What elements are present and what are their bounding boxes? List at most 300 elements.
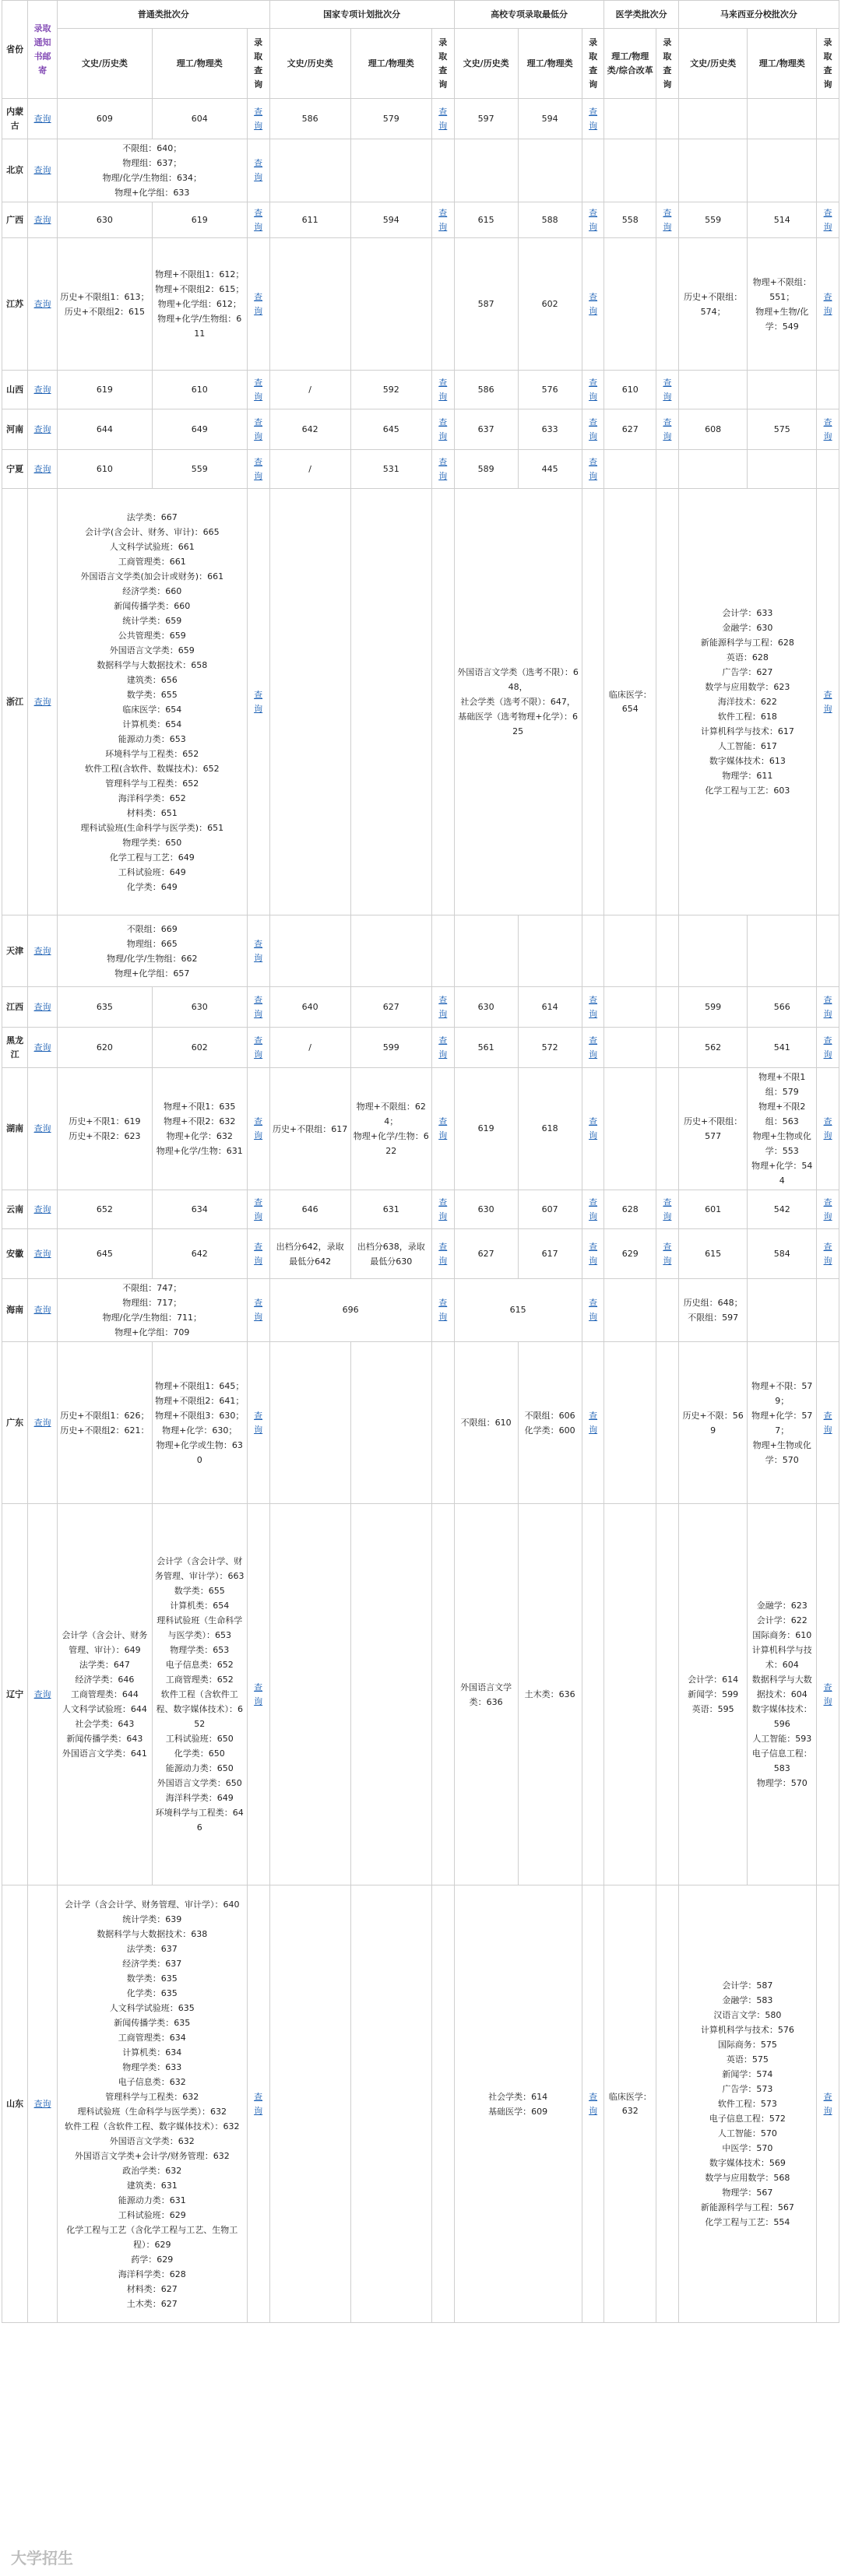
medical-cell — [604, 1028, 656, 1068]
query-link[interactable]: 查询 — [254, 377, 263, 402]
cell-line: 物理+化学组：633 — [114, 188, 190, 198]
header-notice: 录取通知书邮寄 — [28, 1, 58, 99]
cell-line: 会计学（含会计、财务管理、审计）：649 — [62, 1630, 148, 1655]
cell-line: 能源动力类：631 — [118, 2195, 186, 2205]
special-check-cell — [582, 915, 604, 987]
cell-line: 数学与应用数学：568 — [705, 2173, 790, 2183]
cell-line: 外国语言文学类（选考不限）：648， — [457, 667, 579, 692]
table-row — [2, 99, 839, 139]
notice-cell — [28, 450, 58, 489]
malaysia-sci-cell: 542 — [748, 1190, 817, 1229]
cell-line: 人工智能：593 — [752, 1734, 812, 1744]
special-check-cell — [582, 99, 604, 139]
cell-line: 化学类：635 — [126, 1987, 178, 1998]
header-sci: 理工/物理类 — [748, 29, 817, 99]
normal-sci-cell: 619 — [152, 202, 247, 238]
table-row — [2, 1229, 839, 1279]
cell-line: 基础医学：609 — [488, 2106, 548, 2117]
cell-line: 物理+不限1：635 — [164, 1102, 236, 1112]
province-cell: 海南 — [2, 1279, 28, 1342]
medical-cell: 629 — [604, 1229, 656, 1279]
province-cell: 安徽 — [2, 1229, 28, 1279]
query-link[interactable]: 查询 — [254, 1298, 263, 1322]
cell-line: 数字媒体技术：613 — [709, 756, 786, 766]
cell-line: 不限组：606 — [524, 1410, 575, 1421]
query-link[interactable]: 查询 — [254, 158, 263, 182]
medical-check-cell — [656, 409, 678, 450]
query-link[interactable]: 查询 — [589, 291, 598, 316]
malaysia-check-cell — [817, 1885, 839, 2323]
normal-sci-cell: 610 — [152, 371, 247, 409]
query-link[interactable]: 查询 — [663, 416, 672, 441]
query-link[interactable]: 查询 — [589, 2091, 598, 2116]
cell-line: 新闻传播学类：660 — [114, 600, 191, 611]
query-link[interactable]: 查询 — [589, 106, 598, 131]
cell-line: 工科试验班：650 — [165, 1734, 234, 1744]
notice-cell — [28, 1504, 58, 1885]
cell-line: 软件工程：573 — [717, 2099, 777, 2109]
province-cell: 黑龙江 — [2, 1028, 28, 1068]
malaysia-merged-cell — [678, 1885, 816, 2323]
cell-line: 海洋科学类：652 — [118, 792, 186, 803]
malaysia-sci-cell: 584 — [748, 1229, 817, 1279]
cell-line: 材料类：627 — [126, 2283, 178, 2294]
cell-line: 物理+不限：579； — [751, 1380, 813, 1406]
special-hist-cell: 627 — [454, 1229, 518, 1279]
header-group-national: 国家专项计划批次分 — [269, 1, 454, 29]
special-hist-cell: 619 — [454, 1068, 518, 1190]
cell-line: 物理/化学/生物组：662 — [107, 953, 198, 964]
cell-line: 历史+不限组：617 — [272, 1123, 348, 1134]
query-link[interactable]: 查询 — [823, 1197, 832, 1221]
malaysia-check-cell — [817, 99, 839, 139]
medical-cell: 临床医学：654 — [604, 489, 656, 915]
header-hist: 文史/历史类 — [678, 29, 748, 99]
table-row — [2, 409, 839, 450]
query-link[interactable]: 查询 — [823, 1241, 832, 1266]
query-link[interactable]: 查询 — [823, 689, 832, 714]
province-cell: 广东 — [2, 1342, 28, 1504]
table-row — [2, 1504, 839, 1885]
query-link[interactable]: 查询 — [823, 1410, 832, 1435]
cell-line: 外国语言文学类：641 — [62, 1748, 147, 1759]
cell-line: 外国语言文学类：636 — [460, 1682, 512, 1707]
table-row — [2, 238, 839, 371]
query-link[interactable]: 查询 — [438, 1298, 448, 1322]
query-link[interactable]: 查询 — [823, 1682, 832, 1706]
cell-line: 土木类：627 — [126, 2298, 178, 2309]
cell-line: 环境科学与工程类：646 — [155, 1808, 244, 1833]
cell-line: 物理+不限组1：645； — [155, 1380, 245, 1391]
query-link[interactable]: 查询 — [254, 416, 263, 441]
notice-query-link[interactable]: 查询 — [33, 165, 51, 175]
query-link[interactable]: 查询 — [254, 938, 263, 963]
query-link[interactable]: 查询 — [438, 377, 448, 402]
cell-line: 历史+不限组2：615 — [64, 306, 145, 317]
province-cell: 天津 — [2, 915, 28, 987]
cell-line: 电子信息工程：572 — [709, 2114, 786, 2124]
province-cell: 辽宁 — [2, 1504, 28, 1885]
notice-cell — [28, 238, 58, 371]
national-hist-cell — [269, 139, 350, 202]
cell-line: 物理+不限组2：641； — [155, 1395, 245, 1406]
query-link[interactable]: 查询 — [254, 1682, 263, 1706]
malaysia-hist-cell — [678, 371, 748, 409]
query-link[interactable]: 查询 — [254, 207, 263, 232]
malaysia-check-cell — [817, 371, 839, 409]
header-hist: 文史/历史类 — [57, 29, 152, 99]
query-link[interactable]: 查询 — [589, 1116, 598, 1140]
query-link[interactable]: 查询 — [254, 1241, 263, 1266]
normal-sci-cell — [152, 1342, 247, 1504]
province-cell: 北京 — [2, 139, 28, 202]
cell-line: 人工智能：570 — [717, 2128, 777, 2138]
notice-query-link[interactable]: 查询 — [33, 1123, 51, 1133]
cell-line: 历史+不限2：623 — [69, 1131, 141, 1141]
query-link[interactable]: 查询 — [254, 1116, 263, 1140]
special-hist-cell — [454, 1504, 518, 1885]
special-hist-cell: 630 — [454, 1190, 518, 1229]
cell-line: 英语：595 — [691, 1704, 734, 1714]
notice-query-link[interactable]: 查询 — [33, 1305, 51, 1315]
special-sci-cell: 614 — [518, 987, 582, 1028]
query-link[interactable]: 查询 — [663, 1241, 672, 1266]
cell-line: 物理学类：633 — [122, 2061, 182, 2072]
national-check-cell — [431, 99, 454, 139]
cell-line: 计算机类：654 — [122, 719, 182, 729]
normal-hist-cell — [57, 1342, 152, 1504]
cell-line: 工商管理类：644 — [70, 1689, 139, 1699]
query-link[interactable]: 查询 — [589, 207, 598, 232]
cell-line: 历史+不限：569 — [682, 1410, 744, 1436]
national-sci-cell: 579 — [350, 99, 431, 139]
admission-score-table — [2, 0, 839, 2323]
notice-query-link[interactable]: 查询 — [33, 423, 51, 434]
national-sci-cell: 645 — [350, 409, 431, 450]
cell-line: 会计学：622 — [756, 1615, 808, 1625]
cell-line: 物理组：717； — [122, 1298, 182, 1308]
special-hist-cell: 630 — [454, 987, 518, 1028]
notice-query-link[interactable]: 查询 — [33, 1204, 51, 1214]
malaysia-hist-cell — [678, 99, 748, 139]
notice-query-link[interactable]: 查询 — [33, 384, 51, 395]
query-link[interactable]: 查询 — [589, 456, 598, 481]
cell-line: 物理+不限组1：612； — [155, 269, 245, 279]
cell-line: 物理+不限组3：630； — [155, 1410, 245, 1421]
cell-line: 数据科学与大数据技术：638 — [97, 1928, 208, 1939]
national-hist-cell: 646 — [269, 1190, 350, 1229]
cell-line: 会计学(含会计、财务、审计)：665 — [85, 526, 220, 537]
malaysia-check-cell — [817, 1504, 839, 1885]
cell-line: 物理+化学：630； — [162, 1425, 238, 1436]
query-link[interactable]: 查询 — [663, 377, 672, 402]
cell-line: 不限组：597 — [688, 1313, 739, 1323]
medical-check-cell — [656, 1504, 678, 1885]
cell-line: 物理+化学组：657 — [114, 968, 190, 979]
query-link[interactable]: 查询 — [438, 416, 448, 441]
special-sci-cell — [518, 139, 582, 202]
special-sci-cell — [518, 915, 582, 987]
query-link[interactable]: 查询 — [438, 1241, 448, 1266]
province-cell: 宁夏 — [2, 450, 28, 489]
notice-query-link[interactable]: 查询 — [33, 463, 51, 474]
province-cell: 浙江 — [2, 489, 28, 915]
cell-line: 外国语言文学类：632 — [109, 2135, 195, 2146]
cell-line: 数学与应用数学：623 — [705, 682, 790, 692]
cell-line: 软件工程(含软件、数媒技术)：652 — [85, 763, 220, 774]
normal-check-cell — [247, 1229, 269, 1279]
province-cell: 山东 — [2, 1885, 28, 2323]
province-cell: 湖南 — [2, 1068, 28, 1190]
cell-line: 数字媒体技术：596 — [751, 1704, 812, 1729]
malaysia-hist-cell: 562 — [678, 1028, 748, 1068]
province-cell: 河南 — [2, 409, 28, 450]
query-link[interactable]: 查询 — [254, 291, 263, 316]
query-link[interactable]: 查询 — [823, 207, 832, 232]
cell-line: 药学：629 — [131, 2254, 174, 2265]
table-row — [2, 1068, 839, 1190]
normal-merged-cell — [57, 1279, 247, 1342]
query-link[interactable]: 查询 — [589, 1298, 598, 1322]
national-hist-cell: / — [269, 1028, 350, 1068]
table-row — [2, 1028, 839, 1068]
query-link[interactable]: 查询 — [589, 377, 598, 402]
query-link[interactable]: 查询 — [254, 2091, 263, 2116]
query-link[interactable]: 查询 — [254, 689, 263, 714]
cell-line: 物理+化学组：612； — [157, 299, 241, 309]
header-group-malaysia: 马来西亚分校批次分 — [678, 1, 839, 29]
cell-line: 化学工程与工艺：554 — [705, 2217, 790, 2227]
query-link[interactable]: 查询 — [589, 1197, 598, 1221]
query-link[interactable]: 查询 — [254, 106, 263, 131]
cell-line: 物理学类：650 — [122, 837, 182, 848]
national-sci-cell — [350, 1068, 431, 1190]
notice-query-link[interactable]: 查询 — [33, 1417, 51, 1428]
notice-query-link[interactable]: 查询 — [33, 113, 51, 124]
query-link[interactable]: 查询 — [438, 1197, 448, 1221]
query-link[interactable]: 查询 — [823, 1035, 832, 1060]
special-hist-cell — [454, 915, 518, 987]
notice-query-link[interactable]: 查询 — [33, 298, 51, 309]
cell-line: 计算机类：634 — [122, 2047, 182, 2058]
cell-line: 历史+不限组：577 — [683, 1116, 743, 1141]
cell-line: 物理+化学/生物组：611 — [157, 314, 242, 339]
cell-line: 化学工程与工艺：603 — [705, 785, 790, 796]
cell-line: 环境科学与工程类：652 — [105, 748, 199, 759]
cell-line: 软件工程（含软件工程、数字媒体技术）：652 — [156, 1689, 243, 1729]
query-link[interactable]: 查询 — [663, 207, 672, 232]
header-med-sub: 理工/物理类/综合改革 — [604, 29, 656, 99]
normal-sci-cell — [152, 1068, 247, 1190]
header-check: 录取查询 — [817, 29, 839, 99]
cell-line: 国际商务：610 — [752, 1630, 812, 1640]
cell-line: 临床医学：654 — [122, 704, 182, 715]
notice-query-link[interactable]: 查询 — [33, 1248, 51, 1259]
cell-line: 历史组：648； — [683, 1298, 743, 1308]
query-link[interactable]: 查询 — [438, 207, 448, 232]
national-hist-cell — [269, 238, 350, 371]
cell-line: 物理+生物或化学：570 — [752, 1439, 811, 1465]
malaysia-sci-cell — [748, 915, 817, 987]
header-province: 省份 — [2, 1, 28, 99]
query-link[interactable]: 查询 — [589, 1410, 598, 1435]
malaysia-sci-cell: 514 — [748, 202, 817, 238]
notice-cell — [28, 987, 58, 1028]
notice-query-link[interactable]: 查询 — [33, 1042, 51, 1053]
special-merged-cell — [454, 489, 582, 915]
medical-check-cell — [656, 202, 678, 238]
cell-line: 能源动力类：653 — [118, 733, 186, 744]
malaysia-hist-cell: 559 — [678, 202, 748, 238]
cell-line: 经济学类：637 — [122, 1958, 182, 1969]
national-sci-cell — [350, 1342, 431, 1504]
cell-line: 理科试验班（生命科学与医学类）：632 — [77, 2106, 227, 2117]
cell-line: 电子信息类：632 — [118, 2076, 186, 2087]
medical-cell — [604, 987, 656, 1028]
query-link[interactable]: 查询 — [254, 1035, 263, 1060]
notice-cell — [28, 1229, 58, 1279]
notice-query-link[interactable]: 查询 — [33, 214, 51, 225]
normal-check-cell — [247, 409, 269, 450]
normal-hist-cell: 610 — [57, 450, 152, 489]
medical-check-cell — [656, 450, 678, 489]
table-body — [2, 99, 839, 2323]
query-link[interactable]: 查询 — [589, 416, 598, 441]
cell-line: 物理学类：653 — [170, 1645, 230, 1655]
notice-query-link[interactable]: 查询 — [33, 696, 51, 707]
special-sci-cell: 588 — [518, 202, 582, 238]
malaysia-merged-cell — [678, 489, 816, 915]
notice-cell — [28, 1028, 58, 1068]
medical-cell — [604, 1068, 656, 1190]
malaysia-check-cell — [817, 409, 839, 450]
cell-line: 工科试验班：629 — [118, 2209, 186, 2220]
malaysia-hist-cell — [678, 915, 748, 987]
cell-line: 管理科学与工程类：632 — [105, 2091, 199, 2102]
special-merged-cell: 615 — [454, 1279, 582, 1342]
malaysia-check-cell — [817, 238, 839, 371]
notice-query-link[interactable]: 查询 — [33, 945, 51, 956]
cell-line: 新闻学：599 — [688, 1689, 739, 1699]
normal-merged-cell — [57, 915, 247, 987]
notice-query-link[interactable]: 查询 — [33, 1689, 51, 1699]
malaysia-hist-cell — [678, 450, 748, 489]
cell-line: 软件工程（含软件工程、数字媒体技术）：632 — [65, 2121, 240, 2131]
query-link[interactable]: 查询 — [438, 994, 448, 1019]
normal-sci-cell: 649 — [152, 409, 247, 450]
table-row — [2, 915, 839, 987]
cell-line: 外国语言文学类(加会计或财务)：661 — [80, 571, 224, 582]
national-hist-cell: 586 — [269, 99, 350, 139]
cell-line: 电子信息工程：583 — [751, 1748, 812, 1773]
cell-line: 外国语言文学类：659 — [109, 645, 195, 655]
normal-check-cell — [247, 915, 269, 987]
national-hist-cell — [269, 1342, 350, 1504]
cell-line: 社会学类（选考不限）：647， — [460, 697, 575, 707]
query-link[interactable]: 查询 — [823, 994, 832, 1019]
malaysia-check-cell — [817, 1068, 839, 1190]
query-link[interactable]: 查询 — [663, 1197, 672, 1221]
normal-merged-cell — [57, 489, 247, 915]
cell-line: 金融学：583 — [722, 1995, 773, 2005]
table-row — [2, 1342, 839, 1504]
query-link[interactable]: 查询 — [823, 2091, 832, 2116]
cell-line: 不限组：669 — [126, 923, 178, 934]
query-link[interactable]: 查询 — [438, 456, 448, 481]
medical-cell: 临床医学：632 — [604, 1885, 656, 2323]
cell-line: 历史+不限组：574； — [683, 291, 743, 317]
notice-query-link[interactable]: 查询 — [33, 2098, 51, 2109]
normal-check-cell — [247, 1279, 269, 1342]
cell-line: 建筑类：631 — [126, 2180, 178, 2191]
query-link[interactable]: 查询 — [589, 1035, 598, 1060]
national-check-cell — [431, 1504, 454, 1885]
query-link[interactable]: 查询 — [254, 994, 263, 1019]
national-hist-cell — [269, 1504, 350, 1885]
national-check-cell — [431, 1342, 454, 1504]
query-link[interactable]: 查询 — [438, 1035, 448, 1060]
cell-line: 物理+不限组2：615； — [155, 284, 245, 294]
national-sci-cell: 531 — [350, 450, 431, 489]
query-link[interactable]: 查询 — [254, 1197, 263, 1221]
national-hist-cell — [269, 1885, 350, 2323]
national-check-cell — [431, 987, 454, 1028]
query-link[interactable]: 查询 — [438, 106, 448, 131]
medical-cell — [604, 450, 656, 489]
notice-cell — [28, 139, 58, 202]
cell-line: 计算机科学与技术：576 — [700, 2025, 794, 2035]
query-link[interactable]: 查询 — [589, 1241, 598, 1266]
cell-line: 会计学（含会计学、财务管理、审计学）：663 — [154, 1556, 245, 1581]
special-check-cell — [582, 409, 604, 450]
query-link[interactable]: 查询 — [254, 456, 263, 481]
cell-line: 化学工程与工艺（含化学工程与工艺、生物工程）：629 — [66, 2224, 238, 2250]
query-link[interactable]: 查询 — [254, 1410, 263, 1435]
cell-line: 物理组：637； — [122, 158, 182, 168]
query-link[interactable]: 查询 — [823, 291, 832, 316]
special-hist-cell: 637 — [454, 409, 518, 450]
special-check-cell — [582, 450, 604, 489]
normal-hist-cell: 645 — [57, 1229, 152, 1279]
normal-sci-cell: 642 — [152, 1229, 247, 1279]
cell-line: 新闻学：574 — [722, 2069, 773, 2079]
query-link[interactable]: 查询 — [823, 1116, 832, 1140]
cell-line: 经济学类：646 — [75, 1675, 135, 1685]
malaysia-hist-cell — [678, 1068, 748, 1190]
notice-cell — [28, 371, 58, 409]
special-sci-cell: 607 — [518, 1190, 582, 1229]
table-row — [2, 139, 839, 202]
malaysia-hist-cell — [678, 1504, 748, 1885]
cell-line: 物理+不限组：624； — [356, 1102, 426, 1126]
normal-merged-cell — [57, 139, 247, 202]
special-hist-cell: 597 — [454, 99, 518, 139]
cell-line: 建筑类：656 — [126, 674, 178, 685]
watermark: 大学招生 — [11, 2549, 73, 2567]
malaysia-hist-cell — [678, 139, 748, 202]
national-check-cell — [431, 371, 454, 409]
query-link[interactable]: 查询 — [438, 1116, 448, 1140]
header-hist: 文史/历史类 — [454, 29, 518, 99]
query-link[interactable]: 查询 — [823, 416, 832, 441]
national-merged-cell: 696 — [269, 1279, 431, 1342]
query-link[interactable]: 查询 — [589, 994, 598, 1019]
special-sci-cell — [518, 1504, 582, 1885]
cell-line: 物理组：665 — [126, 938, 178, 949]
national-hist-cell: 611 — [269, 202, 350, 238]
notice-query-link[interactable]: 查询 — [33, 1001, 51, 1012]
malaysia-hist-cell: 608 — [678, 409, 748, 450]
